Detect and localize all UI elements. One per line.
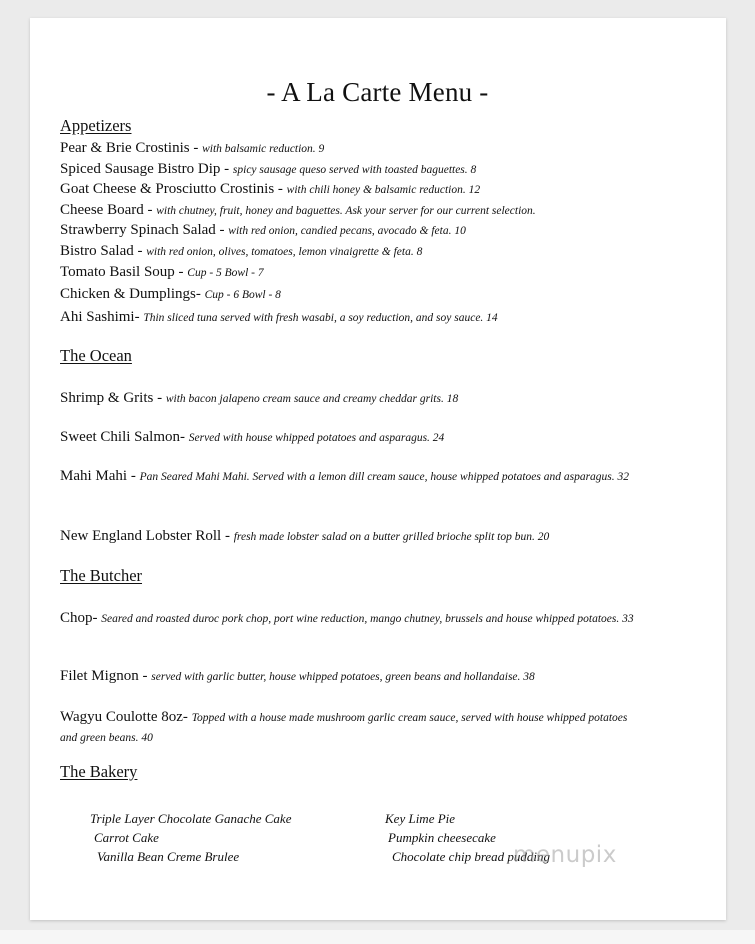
menu-item: New England Lobster Roll - fresh made lobster salad on a butter grilled brioche split top bun. 20 [60, 528, 550, 544]
dessert-item: Key Lime Pie [385, 811, 456, 826]
menu-item: Ahi Sashimi- Thin sliced tuna served with fresh wasabi, a soy reduction, and soy sauce. 14 [60, 309, 498, 325]
menu-item: Mahi Mahi - Pan Seared Mahi Mahi. Served with a lemon dill cream sauce, house whipped potatoes and asparagus. 32 [60, 468, 630, 484]
menu-item: Bistro Salad - with red onion, olives, tomatoes, lemon vinaigrette & feta. 8 [60, 243, 423, 259]
menu-item: Cheese Board - with chutney, fruit, honey and baguettes. Ask your server for our current selection. [60, 202, 536, 218]
menu-title: - A La Carte Menu - [266, 77, 489, 107]
page-bottom-strip [0, 930, 755, 944]
menu-item: Chop- Seared and roasted duroc pork chop, port wine reduction, mango chutney, brussels and house whipped potatoes. 33 [60, 610, 634, 626]
section-butcher: The Butcher [60, 566, 143, 585]
dessert-item: Vanilla Bean Creme Brulee [97, 849, 240, 864]
menu-item: Shrimp & Grits - with bacon jalapeno cream sauce and creamy cheddar grits. 18 [60, 390, 459, 406]
menu-item: Tomato Basil Soup - Cup - 5 Bowl - 7 [60, 264, 264, 280]
menu-item: Pear & Brie Crostinis - with balsamic reduction. 9 [60, 140, 325, 156]
menupix-watermark: menupix [513, 842, 617, 868]
menu-item: Chicken & Dumplings- Cup - 6 Bowl - 8 [60, 286, 281, 302]
dessert-item: Chocolate chip bread pudding [392, 849, 551, 864]
menu-item: Strawberry Spinach Salad - with red onion, candied pecans, avocado & feta. 10 [60, 222, 466, 238]
menu-item: Filet Mignon - served with garlic butter, house whipped potatoes, green beans and hollandaise. 38 [60, 668, 535, 684]
section-bakery: The Bakery [60, 762, 138, 781]
section-appetizers: Appetizers [60, 116, 132, 135]
section-ocean: The Ocean [60, 346, 132, 365]
menu-item: Spiced Sausage Bistro Dip - spicy sausage queso served with toasted baguettes. 8 [60, 161, 477, 177]
dessert-item: Carrot Cake [94, 830, 159, 845]
menu-item: Wagyu Coulotte 8oz- Topped with a house made mushroom garlic cream sauce, served with house whipped potatoes and green beans. 40 [60, 709, 628, 744]
dessert-item: Triple Layer Chocolate Ganache Cake [90, 811, 292, 826]
dessert-item: Pumpkin cheesecake [388, 830, 496, 845]
menu-item: Goat Cheese & Prosciutto Crostinis - with chili honey & balsamic reduction. 12 [60, 181, 481, 197]
menu-item: Sweet Chili Salmon- Served with house whipped potatoes and asparagus. 24 [60, 429, 445, 445]
